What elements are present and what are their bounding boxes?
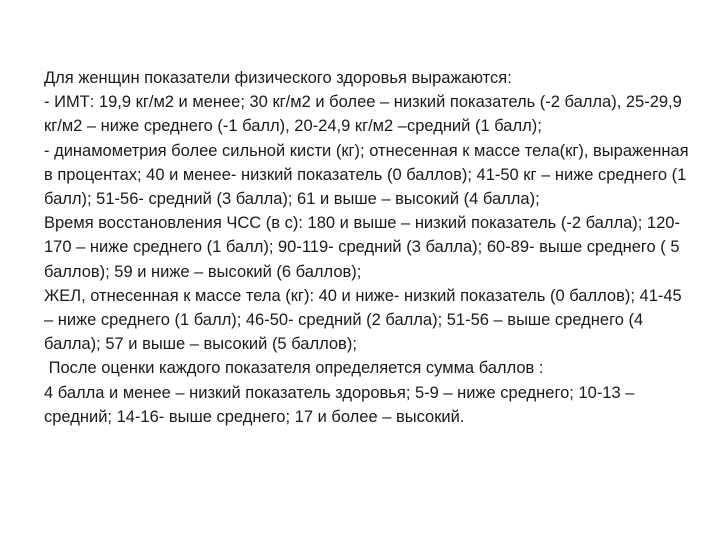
intro-line: Для женщин показатели физического здоровья выражаются:: [44, 69, 512, 87]
dynamometry-criteria: - динамометрия более сильной кисти (кг); отнесенная к массе тела(кг), выраженная в процентах; 40 и менее- низкий показатель (0 баллов); 41-50 кг – ниже среднего (1 балл); 51-56- средний (3 балла); 61 и выше – высокий (4 балла);: [44, 141, 689, 209]
health-criteria-text: [44, 66, 694, 429]
heart-rate-recovery-criteria: Время восстановления ЧСС (в с): 180 и выше – низкий показатель (-2 балла); 120-170 – ниже среднего (1 балл); 90-119- средний (3 балла); 60-89- выше среднего ( 5 баллов); 59 и ниже – высокий (6 баллов);: [44, 214, 680, 281]
final-rating-line: 4 балла и менее – низкий показатель здоровья; 5-9 – ниже среднего; 10-13 – средний; 14-16- выше среднего; 17 и более – высокий.: [44, 383, 635, 426]
bmi-criteria: - ИМТ: 19,9 кг/м2 и менее; 30 кг/м2 и более – низкий показатель (-2 балла), 25-29,9 кг/м2 – ниже среднего (-1 балл), 20-24,9 кг/м2 –средний (1 балл);: [44, 93, 682, 136]
score-sum-line: После оценки каждого показателя определяется сумма баллов :: [44, 359, 544, 378]
vital-capacity-criteria: ЖЕЛ, отнесенная к массе тела (кг): 40 и ниже- низкий показатель (0 баллов); 41-45 – ниже среднего (1 балл); 46-50- средний (2 балла); 51-56 – выше среднего (4 балла); 57 и выше – высокий (5 баллов);: [44, 286, 682, 354]
